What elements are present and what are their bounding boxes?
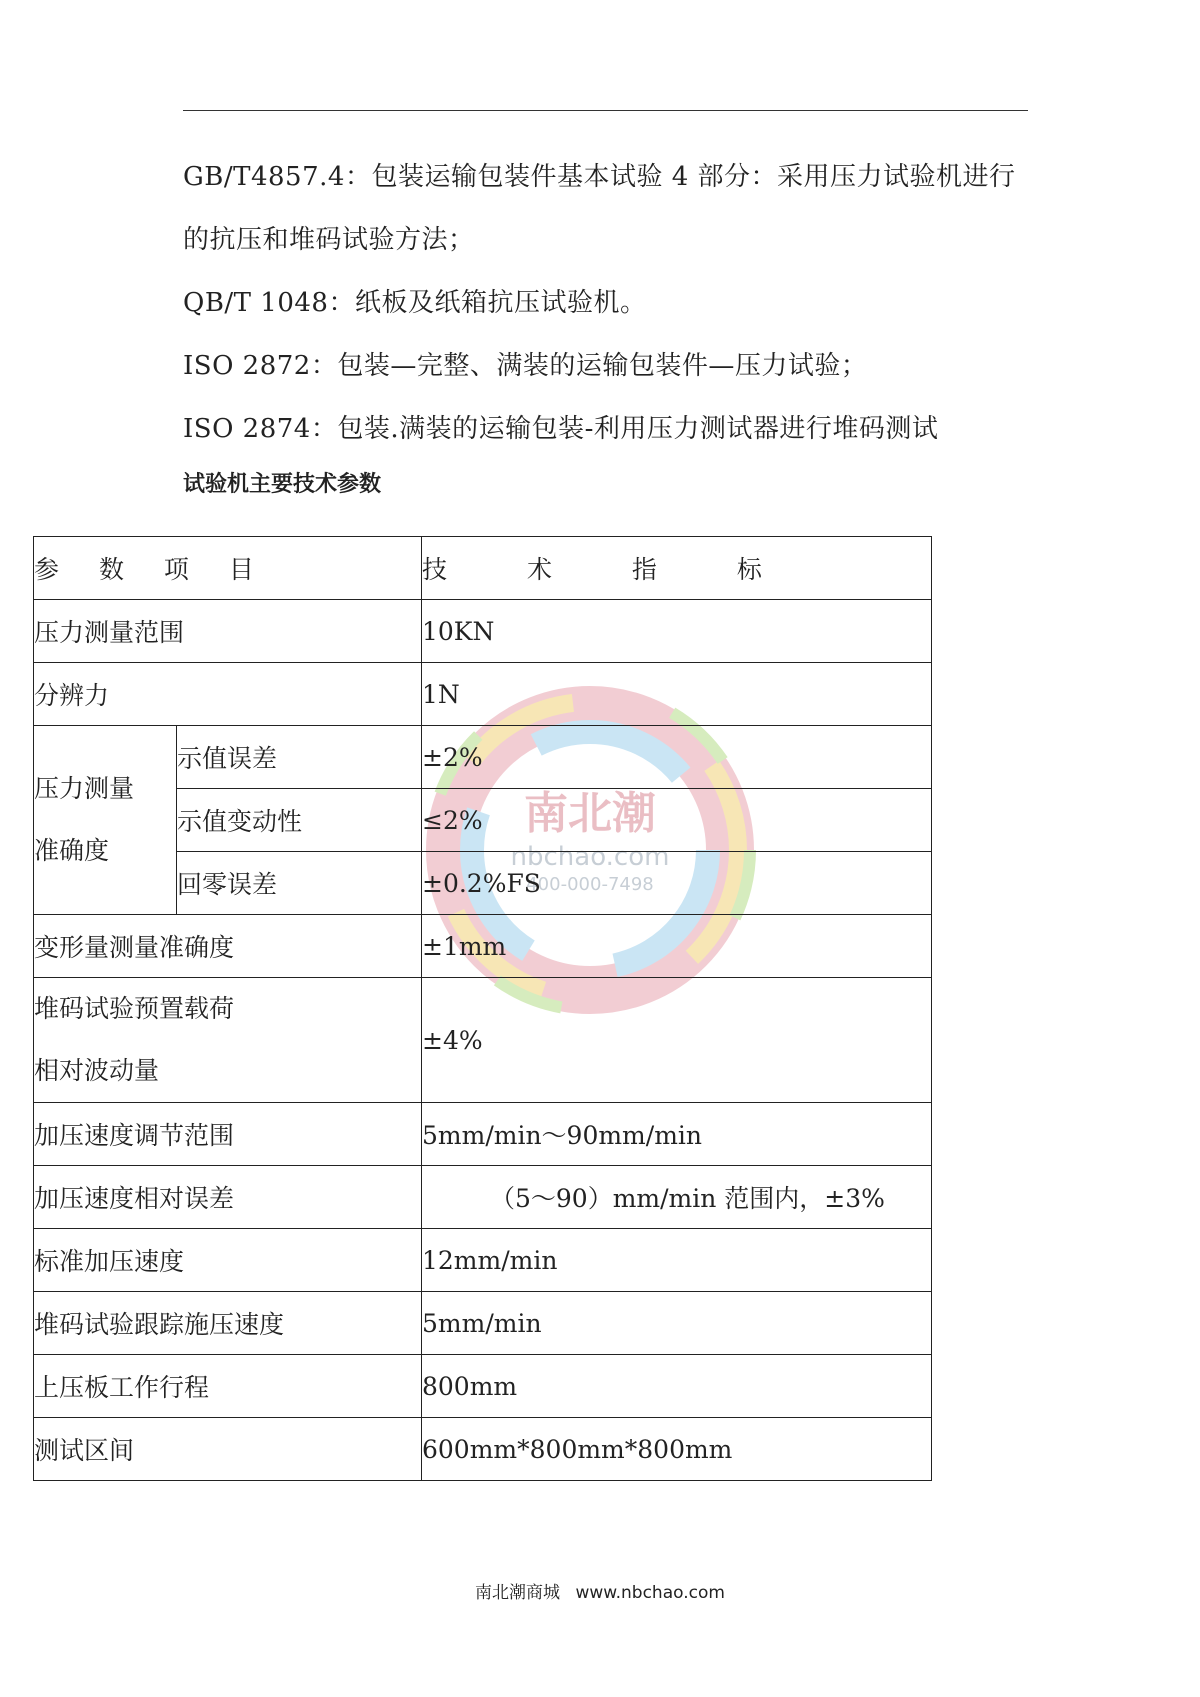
row-value: 12mm/min — [422, 1229, 932, 1292]
row-param: 上压板工作行程 — [34, 1355, 422, 1418]
page-footer — [0, 1578, 1200, 1603]
standard-gbt4857-line2: 的抗压和堆码试验方法； — [183, 225, 475, 255]
row-param-multiline — [34, 978, 422, 1103]
header-param-cell — [34, 537, 422, 600]
subrow-value: ≤2% — [422, 789, 932, 852]
watermark-domain: nbchao.com — [510, 842, 670, 872]
table-row — [34, 600, 932, 663]
subrow-value: ±2% — [422, 726, 932, 789]
group-label-line2: 准确度 — [34, 836, 110, 865]
subrow-param: 示值变动性 — [177, 789, 422, 852]
row-param: 加压速度调节范围 — [34, 1103, 422, 1166]
row-param: 分辨力 — [34, 663, 422, 726]
row-param: 变形量测量准确度 — [34, 915, 422, 978]
group-label-cell — [34, 726, 177, 915]
watermark-phone: 400-000-7498 — [526, 874, 654, 895]
standard-gbt4857-line1: GB/T4857.4：包装运输包装件基本试验 4 部分：采用压力试验机进行 — [183, 162, 1016, 192]
table-row — [34, 663, 932, 726]
table-row — [34, 1103, 932, 1166]
subrow-param: 示值误差 — [177, 726, 422, 789]
row-value: 1N — [422, 663, 932, 726]
table-row — [34, 1292, 932, 1355]
table-header-row — [34, 537, 932, 600]
spec-table — [33, 536, 932, 1481]
footer-brand: 南北潮商城 — [475, 1583, 561, 1603]
row-param: 标准加压速度 — [34, 1229, 422, 1292]
header-value-cell — [422, 537, 932, 600]
header-rule — [183, 110, 1028, 111]
row-param-line1: 堆码试验预置载荷 — [34, 994, 235, 1023]
table-row — [34, 1229, 932, 1292]
row-param: 压力测量范围 — [34, 600, 422, 663]
subrow-param: 回零误差 — [177, 852, 422, 915]
group-label-line1: 压力测量 — [34, 774, 135, 803]
section-title: 试验机主要技术参数 — [183, 472, 382, 497]
row-param-line2: 相对波动量 — [34, 1056, 160, 1085]
table-row — [34, 1355, 932, 1418]
row-value: ±4% — [422, 978, 932, 1103]
row-param: 测试区间 — [34, 1418, 422, 1481]
row-value: 5mm/min～90mm/min — [422, 1103, 932, 1166]
subrow-value: ±0.2%FS — [422, 852, 932, 915]
row-value: 10KN — [422, 600, 932, 663]
table-row — [34, 978, 932, 1103]
row-value: （5～90）mm/min 范围内，±3% — [422, 1166, 932, 1229]
row-value: 5mm/min — [422, 1292, 932, 1355]
standard-iso2874: ISO 2874：包装.满装的运输包装-利用压力测试器进行堆码测试 — [183, 414, 939, 444]
row-param: 堆码试验跟踪施压速度 — [34, 1292, 422, 1355]
table-row — [34, 915, 932, 978]
row-value: 600mm*800mm*800mm — [422, 1418, 932, 1481]
footer-url-link[interactable]: www.nbchao.com — [575, 1583, 725, 1603]
row-value: ±1mm — [422, 915, 932, 978]
row-param: 加压速度相对误差 — [34, 1166, 422, 1229]
row-value: 800mm — [422, 1355, 932, 1418]
watermark-brand: 南北潮 — [524, 788, 656, 839]
header-value: 技 术 指 标 — [422, 555, 798, 584]
standard-qbt1048: QB/T 1048：纸板及纸箱抗压试验机。 — [183, 288, 647, 318]
standard-iso2872: ISO 2872：包装—完整、满装的运输包装件—压力试验； — [183, 351, 868, 381]
header-param: 参 数 项 目 — [34, 555, 270, 584]
table-row — [34, 1166, 932, 1229]
table-row — [34, 1418, 932, 1481]
table-row-group — [34, 726, 932, 789]
